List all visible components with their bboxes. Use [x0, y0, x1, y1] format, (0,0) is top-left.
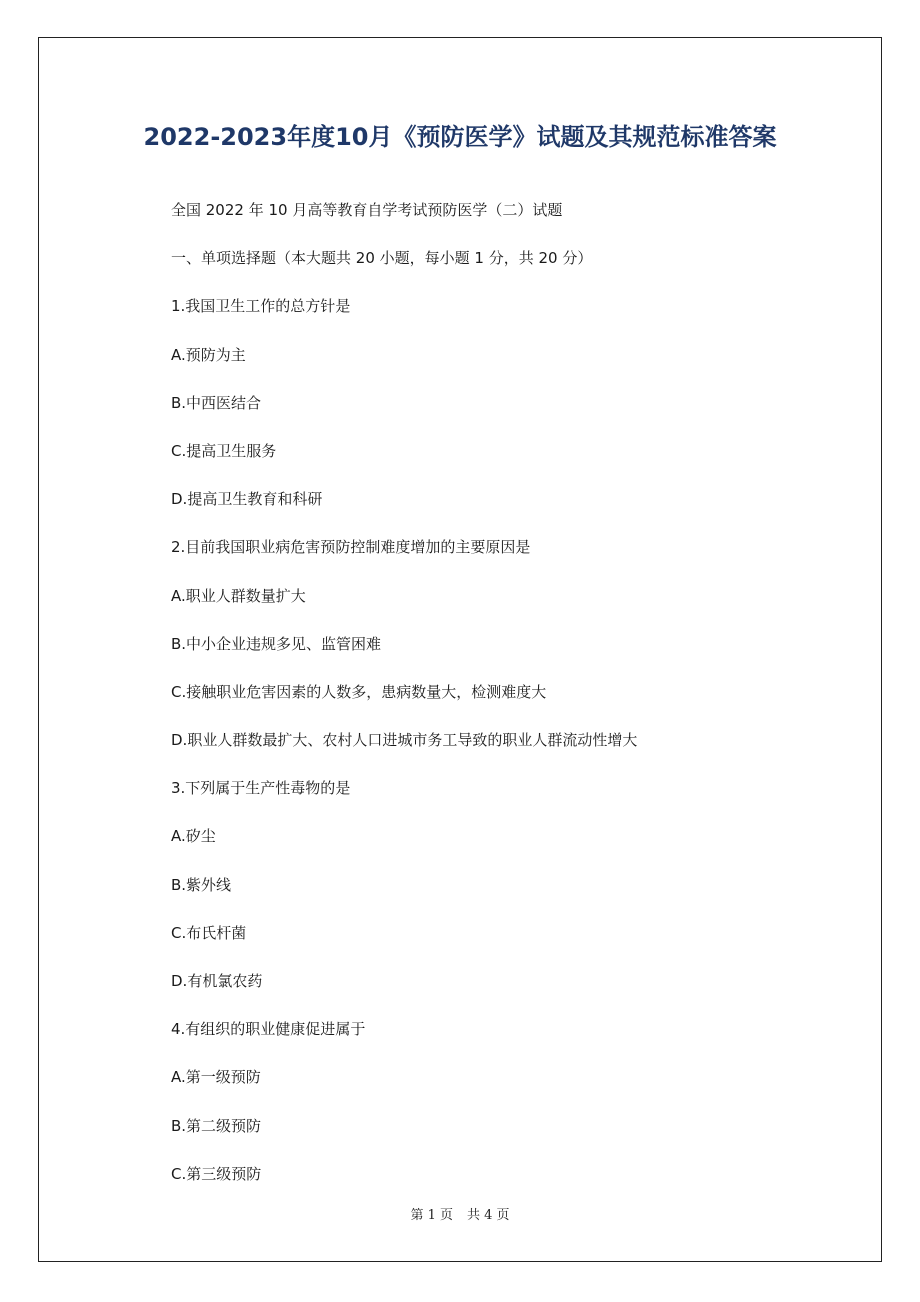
question-4: 4.有组织的职业健康促进属于 [171, 1020, 366, 1039]
question-4-option-a: A.第一级预防 [171, 1068, 261, 1087]
question-1-option-a: A.预防为主 [171, 345, 246, 364]
question-3-option-b: B.紫外线 [171, 875, 232, 894]
question-1: 1.我国卫生工作的总方针是 [171, 297, 351, 316]
question-2-option-a: A.职业人群数量扩大 [171, 586, 306, 605]
question-2: 2.目前我国职业病危害预防控制难度增加的主要原因是 [171, 538, 531, 557]
page-total: 共 4 页 [467, 1208, 510, 1223]
question-1-option-d: D.提高卫生教育和科研 [171, 490, 323, 509]
document-title: 2022-2023年度10月《预防医学》试题及其规范标准答案 [143, 123, 777, 151]
exam-heading: 全国 2022 年 10 月高等教育自学考试预防医学（二）试题 [171, 201, 563, 219]
question-2-option-d: D.职业人群数最扩大、农村人口进城市务工导致的职业人群流动性增大 [171, 731, 638, 750]
question-3-option-c: C.布氏杆菌 [171, 923, 247, 942]
question-1-option-c: C.提高卫生服务 [171, 441, 277, 460]
question-1-option-b: B.中西医结合 [171, 393, 262, 412]
question-3: 3.下列属于生产性毒物的是 [171, 779, 351, 798]
section-heading: 一、单项选择题（本大题共 20 小题，每小题 1 分，共 20 分） [171, 249, 593, 268]
question-2-option-b: B.中小企业违规多见、监管困难 [171, 634, 382, 653]
page-footer [0, 1206, 920, 1226]
question-3-option-a: A.矽尘 [171, 827, 216, 846]
document-body [171, 199, 637, 1211]
question-2-option-c: C.接触职业危害因素的人数多，患病数量大，检测难度大 [171, 682, 547, 701]
question-4-option-c: C.第三级预防 [171, 1164, 262, 1183]
question-4-option-b: B.第二级预防 [171, 1116, 262, 1135]
question-3-option-d: D.有机氯农药 [171, 972, 263, 990]
page-number: 第 1 页 [410, 1208, 453, 1223]
